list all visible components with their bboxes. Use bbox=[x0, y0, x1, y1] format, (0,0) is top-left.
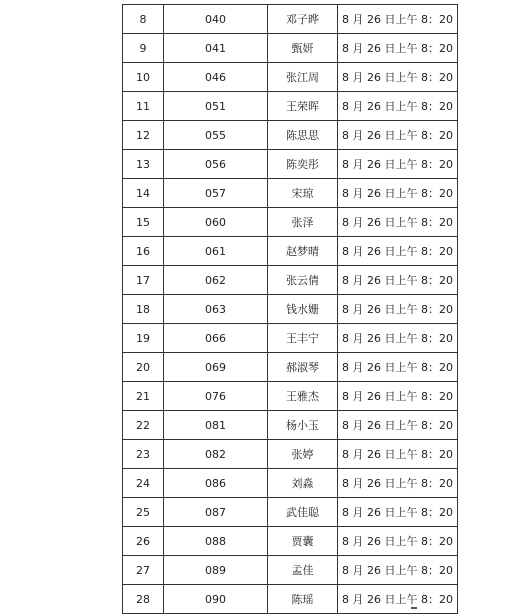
candidate-name-cell: 郝淑琴 bbox=[268, 353, 338, 382]
row-number-cell: 13 bbox=[123, 150, 164, 179]
candidate-name-cell: 张婷 bbox=[268, 440, 338, 469]
candidate-name-cell: 王荣晖 bbox=[268, 92, 338, 121]
appointment-time-cell: 8 月 26 日上午 8：20 bbox=[338, 92, 458, 121]
schedule-table-body bbox=[123, 5, 458, 614]
candidate-id-cell: 087 bbox=[164, 498, 268, 527]
appointment-time-cell: 8 月 26 日上午 8：20 bbox=[338, 237, 458, 266]
candidate-name-cell: 钱水姗 bbox=[268, 295, 338, 324]
row-number-cell: 23 bbox=[123, 440, 164, 469]
candidate-id-cell: 066 bbox=[164, 324, 268, 353]
candidate-id-cell: 057 bbox=[164, 179, 268, 208]
candidate-name-cell: 陈奕彤 bbox=[268, 150, 338, 179]
appointment-time-cell: 8 月 26 日上午 8：20 bbox=[338, 353, 458, 382]
row-number-cell: 16 bbox=[123, 237, 164, 266]
schedule-table bbox=[122, 4, 458, 614]
row-number-cell: 19 bbox=[123, 324, 164, 353]
candidate-id-cell: 089 bbox=[164, 556, 268, 585]
row-number-cell: 26 bbox=[123, 527, 164, 556]
candidate-name-cell: 宋琼 bbox=[268, 179, 338, 208]
candidate-name-cell: 陈瑶 bbox=[268, 585, 338, 614]
table-row bbox=[123, 440, 458, 469]
table-row bbox=[123, 556, 458, 585]
candidate-id-cell: 040 bbox=[164, 5, 268, 34]
table-row bbox=[123, 324, 458, 353]
candidate-name-cell: 王雅杰 bbox=[268, 382, 338, 411]
candidate-id-cell: 051 bbox=[164, 92, 268, 121]
candidate-name-cell: 张泽 bbox=[268, 208, 338, 237]
appointment-time-cell: 8 月 26 日上午 8：20 bbox=[338, 208, 458, 237]
row-number-cell: 10 bbox=[123, 63, 164, 92]
table-row bbox=[123, 469, 458, 498]
candidate-id-cell: 061 bbox=[164, 237, 268, 266]
row-number-cell: 20 bbox=[123, 353, 164, 382]
table-row bbox=[123, 92, 458, 121]
table-row bbox=[123, 353, 458, 382]
row-number-cell: 18 bbox=[123, 295, 164, 324]
candidate-name-cell: 张江周 bbox=[268, 63, 338, 92]
row-number-cell: 15 bbox=[123, 208, 164, 237]
row-number-cell: 12 bbox=[123, 121, 164, 150]
candidate-id-cell: 062 bbox=[164, 266, 268, 295]
appointment-time-cell: 8 月 26 日上午 8：20 bbox=[338, 150, 458, 179]
table-row bbox=[123, 121, 458, 150]
appointment-time-cell: 8 月 26 日上午 8：20 bbox=[338, 179, 458, 208]
candidate-name-cell: 贾囊 bbox=[268, 527, 338, 556]
table-row bbox=[123, 411, 458, 440]
row-number-cell: 14 bbox=[123, 179, 164, 208]
candidate-id-cell: 090 bbox=[164, 585, 268, 614]
candidate-id-cell: 076 bbox=[164, 382, 268, 411]
table-row bbox=[123, 527, 458, 556]
appointment-time-cell: 8 月 26 日上午 8：20 bbox=[338, 5, 458, 34]
appointment-time-cell: 8 月 26 日上午 8：20 bbox=[338, 382, 458, 411]
row-number-cell: 17 bbox=[123, 266, 164, 295]
candidate-name-cell: 刘淼 bbox=[268, 469, 338, 498]
candidate-name-cell: 武佳聪 bbox=[268, 498, 338, 527]
candidate-id-cell: 086 bbox=[164, 469, 268, 498]
row-number-cell: 25 bbox=[123, 498, 164, 527]
table-row bbox=[123, 150, 458, 179]
candidate-id-cell: 055 bbox=[164, 121, 268, 150]
candidate-name-cell: 赵梦晴 bbox=[268, 237, 338, 266]
appointment-time-cell: 8 月 26 日上午 8：20 bbox=[338, 527, 458, 556]
row-number-cell: 9 bbox=[123, 34, 164, 63]
row-number-cell: 27 bbox=[123, 556, 164, 585]
candidate-id-cell: 081 bbox=[164, 411, 268, 440]
candidate-name-cell: 王丰宁 bbox=[268, 324, 338, 353]
appointment-time-cell: 8 月 26 日上午 8：20 bbox=[338, 63, 458, 92]
table-row bbox=[123, 498, 458, 527]
appointment-time-cell: 8 月 26 日上午 8：20 bbox=[338, 556, 458, 585]
candidate-id-cell: 082 bbox=[164, 440, 268, 469]
row-number-cell: 8 bbox=[123, 5, 164, 34]
candidate-name-cell: 邓子晔 bbox=[268, 5, 338, 34]
appointment-time-cell: 8 月 26 日上午 8：20 bbox=[338, 469, 458, 498]
table-row bbox=[123, 63, 458, 92]
page-edge-mark bbox=[411, 607, 417, 609]
candidate-id-cell: 056 bbox=[164, 150, 268, 179]
candidate-id-cell: 069 bbox=[164, 353, 268, 382]
candidate-name-cell: 陈思思 bbox=[268, 121, 338, 150]
candidate-id-cell: 046 bbox=[164, 63, 268, 92]
table-row bbox=[123, 266, 458, 295]
appointment-time-cell: 8 月 26 日上午 8：20 bbox=[338, 324, 458, 353]
candidate-name-cell: 张云倩 bbox=[268, 266, 338, 295]
row-number-cell: 21 bbox=[123, 382, 164, 411]
candidate-name-cell: 甄妍 bbox=[268, 34, 338, 63]
appointment-time-cell: 8 月 26 日上午 8：20 bbox=[338, 295, 458, 324]
table-row bbox=[123, 34, 458, 63]
appointment-time-cell: 8 月 26 日上午 8：20 bbox=[338, 585, 458, 614]
table-row bbox=[123, 295, 458, 324]
appointment-time-cell: 8 月 26 日上午 8：20 bbox=[338, 266, 458, 295]
appointment-time-cell: 8 月 26 日上午 8：20 bbox=[338, 121, 458, 150]
table-row bbox=[123, 5, 458, 34]
table-row bbox=[123, 179, 458, 208]
row-number-cell: 22 bbox=[123, 411, 164, 440]
appointment-time-cell: 8 月 26 日上午 8：20 bbox=[338, 34, 458, 63]
table-row bbox=[123, 237, 458, 266]
appointment-time-cell: 8 月 26 日上午 8：20 bbox=[338, 411, 458, 440]
table-row bbox=[123, 208, 458, 237]
row-number-cell: 24 bbox=[123, 469, 164, 498]
row-number-cell: 11 bbox=[123, 92, 164, 121]
candidate-id-cell: 063 bbox=[164, 295, 268, 324]
candidate-name-cell: 杨小玉 bbox=[268, 411, 338, 440]
candidate-id-cell: 060 bbox=[164, 208, 268, 237]
appointment-time-cell: 8 月 26 日上午 8：20 bbox=[338, 498, 458, 527]
table-row bbox=[123, 382, 458, 411]
candidate-id-cell: 041 bbox=[164, 34, 268, 63]
table-row bbox=[123, 585, 458, 614]
row-number-cell: 28 bbox=[123, 585, 164, 614]
candidate-id-cell: 088 bbox=[164, 527, 268, 556]
appointment-time-cell: 8 月 26 日上午 8：20 bbox=[338, 440, 458, 469]
candidate-name-cell: 孟佳 bbox=[268, 556, 338, 585]
